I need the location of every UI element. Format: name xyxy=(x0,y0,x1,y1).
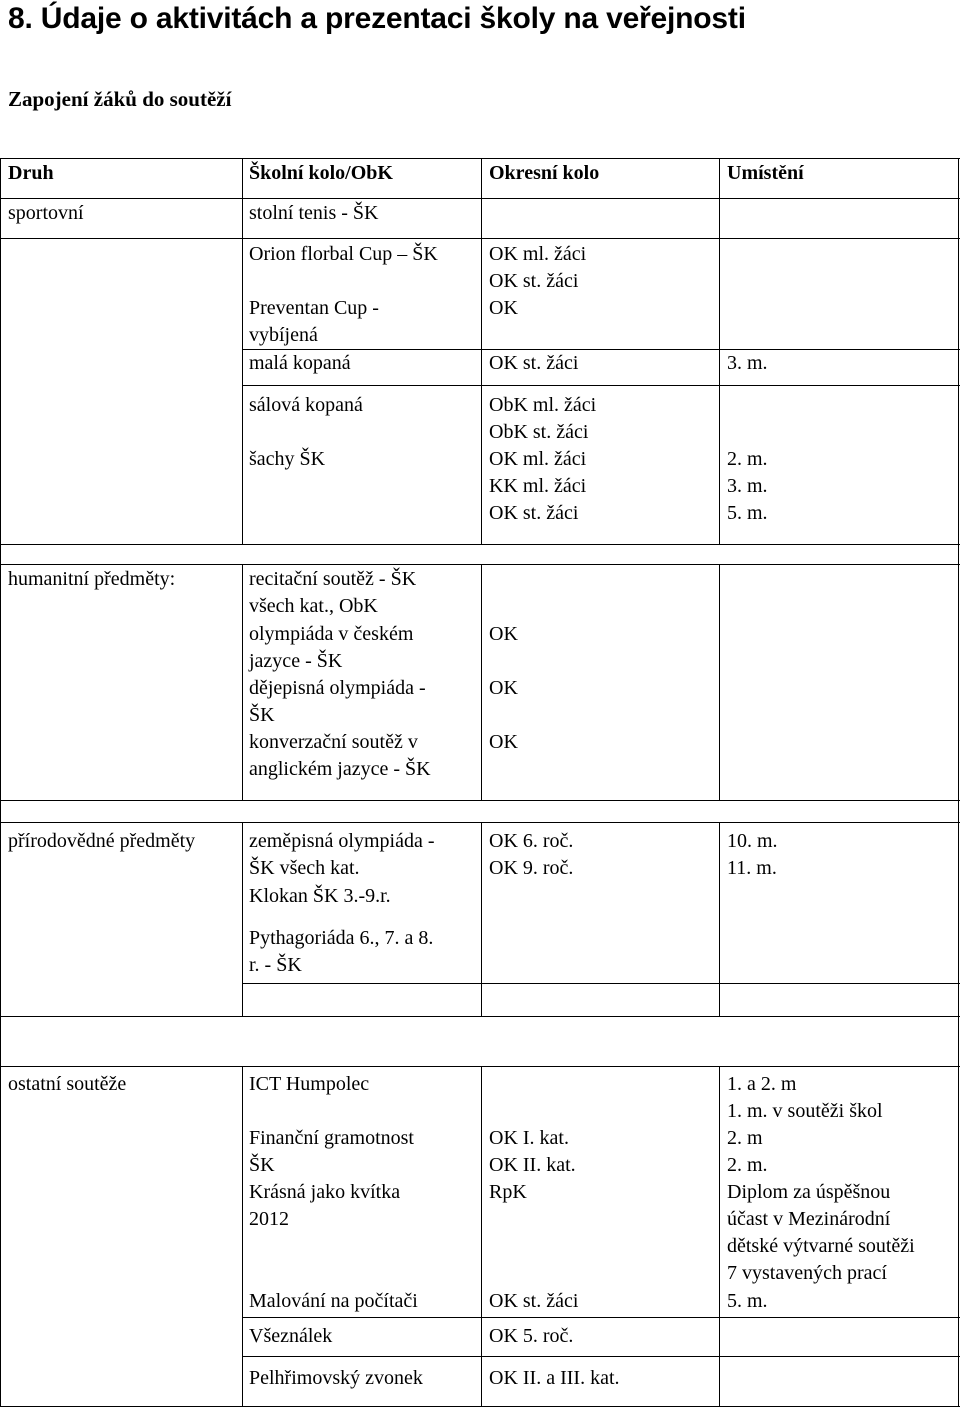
header-druh: Druh xyxy=(8,162,54,184)
category-prirodovedne: přírodovědné předměty xyxy=(8,830,196,852)
hline-sport-3 xyxy=(243,385,960,386)
hline-sport-1 xyxy=(0,238,960,239)
cell-skolni: stolní tenis - ŠK xyxy=(249,202,379,224)
cell-okresni: OK st. žáci xyxy=(489,352,579,374)
header-umisteni: Umístění xyxy=(727,162,804,184)
cell-skolni: konverzační soutěž v xyxy=(249,731,418,753)
cell-skolni: dějepisná olympiáda - xyxy=(249,677,426,699)
hline-ost-start xyxy=(0,1066,960,1067)
cell-okresni: OK xyxy=(489,623,518,645)
cell-okresni: OK I. kat. xyxy=(489,1127,569,1149)
cell-skolni: všech kat., ObK xyxy=(249,595,378,617)
cell-umisteni: 5. m. xyxy=(727,1290,768,1312)
cell-okresni: ObK ml. žáci xyxy=(489,394,597,416)
vline-col3-b xyxy=(719,564,720,800)
vline-col1-d xyxy=(242,1066,243,1407)
cell-umisteni: 10. m. xyxy=(727,830,778,852)
cell-umisteni: 1. m. v soutěži škol xyxy=(727,1100,883,1122)
vline-col1-b xyxy=(242,564,243,800)
cell-skolni: Malování na počítači xyxy=(249,1290,418,1312)
cell-okresni: OK 5. roč. xyxy=(489,1325,574,1347)
cell-skolni: Preventan Cup - xyxy=(249,297,379,319)
vline-col2-d xyxy=(481,1066,482,1407)
cell-umisteni: 2. m. xyxy=(727,1154,768,1176)
cell-okresni: OK xyxy=(489,297,518,319)
cell-skolni: 2012 xyxy=(249,1208,289,1230)
hline-hum-end xyxy=(0,800,960,801)
header-skolni-kolo: Školní kolo/ObK xyxy=(249,162,393,184)
cell-umisteni: 5. m. xyxy=(727,502,768,524)
cell-skolni: Všeználek xyxy=(249,1325,333,1347)
cell-umisteni: 3. m. xyxy=(727,475,768,497)
cell-skolni: šachy ŠK xyxy=(249,448,326,470)
section-subtitle: Zapojení žáků do soutěží xyxy=(8,87,232,111)
vline-col2-b xyxy=(481,564,482,800)
cell-okresni: OK st. žáci xyxy=(489,270,579,292)
cell-skolni: ICT Humpolec xyxy=(249,1073,370,1095)
cell-okresni: OK 6. roč. xyxy=(489,830,574,852)
vline-col3-d xyxy=(719,1066,720,1407)
cell-okresni: OK xyxy=(489,677,518,699)
cell-umisteni: 2. m. xyxy=(727,448,768,470)
cell-umisteni: Diplom za úspěšnou xyxy=(727,1181,891,1203)
category-ostatni: ostatní soutěže xyxy=(8,1073,127,1095)
cell-okresni: ObK st. žáci xyxy=(489,421,589,443)
hline-ost-2 xyxy=(243,1356,960,1357)
cell-okresni: OK st. žáci xyxy=(489,502,579,524)
cell-okresni: OK 9. roč. xyxy=(489,857,574,879)
cell-umisteni: dětské výtvarné soutěži xyxy=(727,1235,915,1257)
cell-umisteni: 2. m xyxy=(727,1127,763,1149)
cell-okresni: KK ml. žáci xyxy=(489,475,587,497)
cell-skolni: sálová kopaná xyxy=(249,394,363,416)
hline-hum-start xyxy=(0,564,960,565)
hline-prir-start xyxy=(0,822,960,823)
cell-skolni: vybíjená xyxy=(249,324,318,346)
cell-okresni: OK xyxy=(489,731,518,753)
hline-ost-1 xyxy=(243,1317,960,1318)
hline-top xyxy=(0,158,960,159)
category-sportovni: sportovní xyxy=(8,202,84,224)
vline-col1-a xyxy=(242,158,243,544)
cell-umisteni: 3. m. xyxy=(727,352,768,374)
vline-col2-c xyxy=(481,822,482,1016)
cell-skolni: ŠK xyxy=(249,1154,275,1176)
hline-prir-end xyxy=(0,1016,960,1017)
cell-skolni: jazyce - ŠK xyxy=(249,650,343,672)
cell-okresni: OK II. kat. xyxy=(489,1154,576,1176)
cell-okresni: OK st. žáci xyxy=(489,1290,579,1312)
cell-skolni: malá kopaná xyxy=(249,352,351,374)
cell-okresni: OK II. a III. kat. xyxy=(489,1367,620,1389)
hline-prir-1 xyxy=(243,983,960,984)
cell-skolni: Pelhřimovský zvonek xyxy=(249,1367,423,1389)
cell-skolni: ŠK všech kat. xyxy=(249,857,360,879)
cell-umisteni: 11. m. xyxy=(727,857,777,879)
cell-skolni: Klokan ŠK 3.-9.r. xyxy=(249,885,391,907)
cell-skolni: Finanční gramotnost xyxy=(249,1127,414,1149)
cell-skolni: anglickém jazyce - ŠK xyxy=(249,758,431,780)
cell-skolni: Pythagoriáda 6., 7. a 8. xyxy=(249,927,434,949)
vline-col1-c xyxy=(242,822,243,1016)
vline-col3-a xyxy=(719,158,720,544)
cell-skolni: zeměpisná olympiáda - xyxy=(249,830,435,852)
cell-okresni: RpK xyxy=(489,1181,527,1203)
vline-col2-a xyxy=(481,158,482,544)
cell-umisteni: 1. a 2. m xyxy=(727,1073,797,1095)
header-okresni-kolo: Okresní kolo xyxy=(489,162,600,184)
cell-skolni: recitační soutěž - ŠK xyxy=(249,568,417,590)
vline-left xyxy=(0,158,1,1407)
cell-skolni: olympiáda v českém xyxy=(249,623,414,645)
cell-umisteni: 7 vystavených prací xyxy=(727,1262,887,1284)
cell-umisteni: účast v Mezinárodní xyxy=(727,1208,891,1230)
hline-header xyxy=(0,198,960,199)
page-title: 8. Údaje o aktivitách a prezentaci školy na veřejnosti xyxy=(8,2,746,35)
cell-skolni: Krásná jako kvítka xyxy=(249,1181,401,1203)
vline-col3-c xyxy=(719,822,720,1016)
cell-skolni: ŠK xyxy=(249,704,275,726)
cell-skolni: r. - ŠK xyxy=(249,954,302,976)
vline-right xyxy=(958,158,959,1407)
cell-okresni: OK ml. žáci xyxy=(489,243,587,265)
category-humanitni: humanitní předměty: xyxy=(8,568,176,590)
cell-skolni: Orion florbal Cup – ŠK xyxy=(249,243,438,265)
cell-okresni: OK ml. žáci xyxy=(489,448,587,470)
hline-sport-end xyxy=(0,544,960,545)
